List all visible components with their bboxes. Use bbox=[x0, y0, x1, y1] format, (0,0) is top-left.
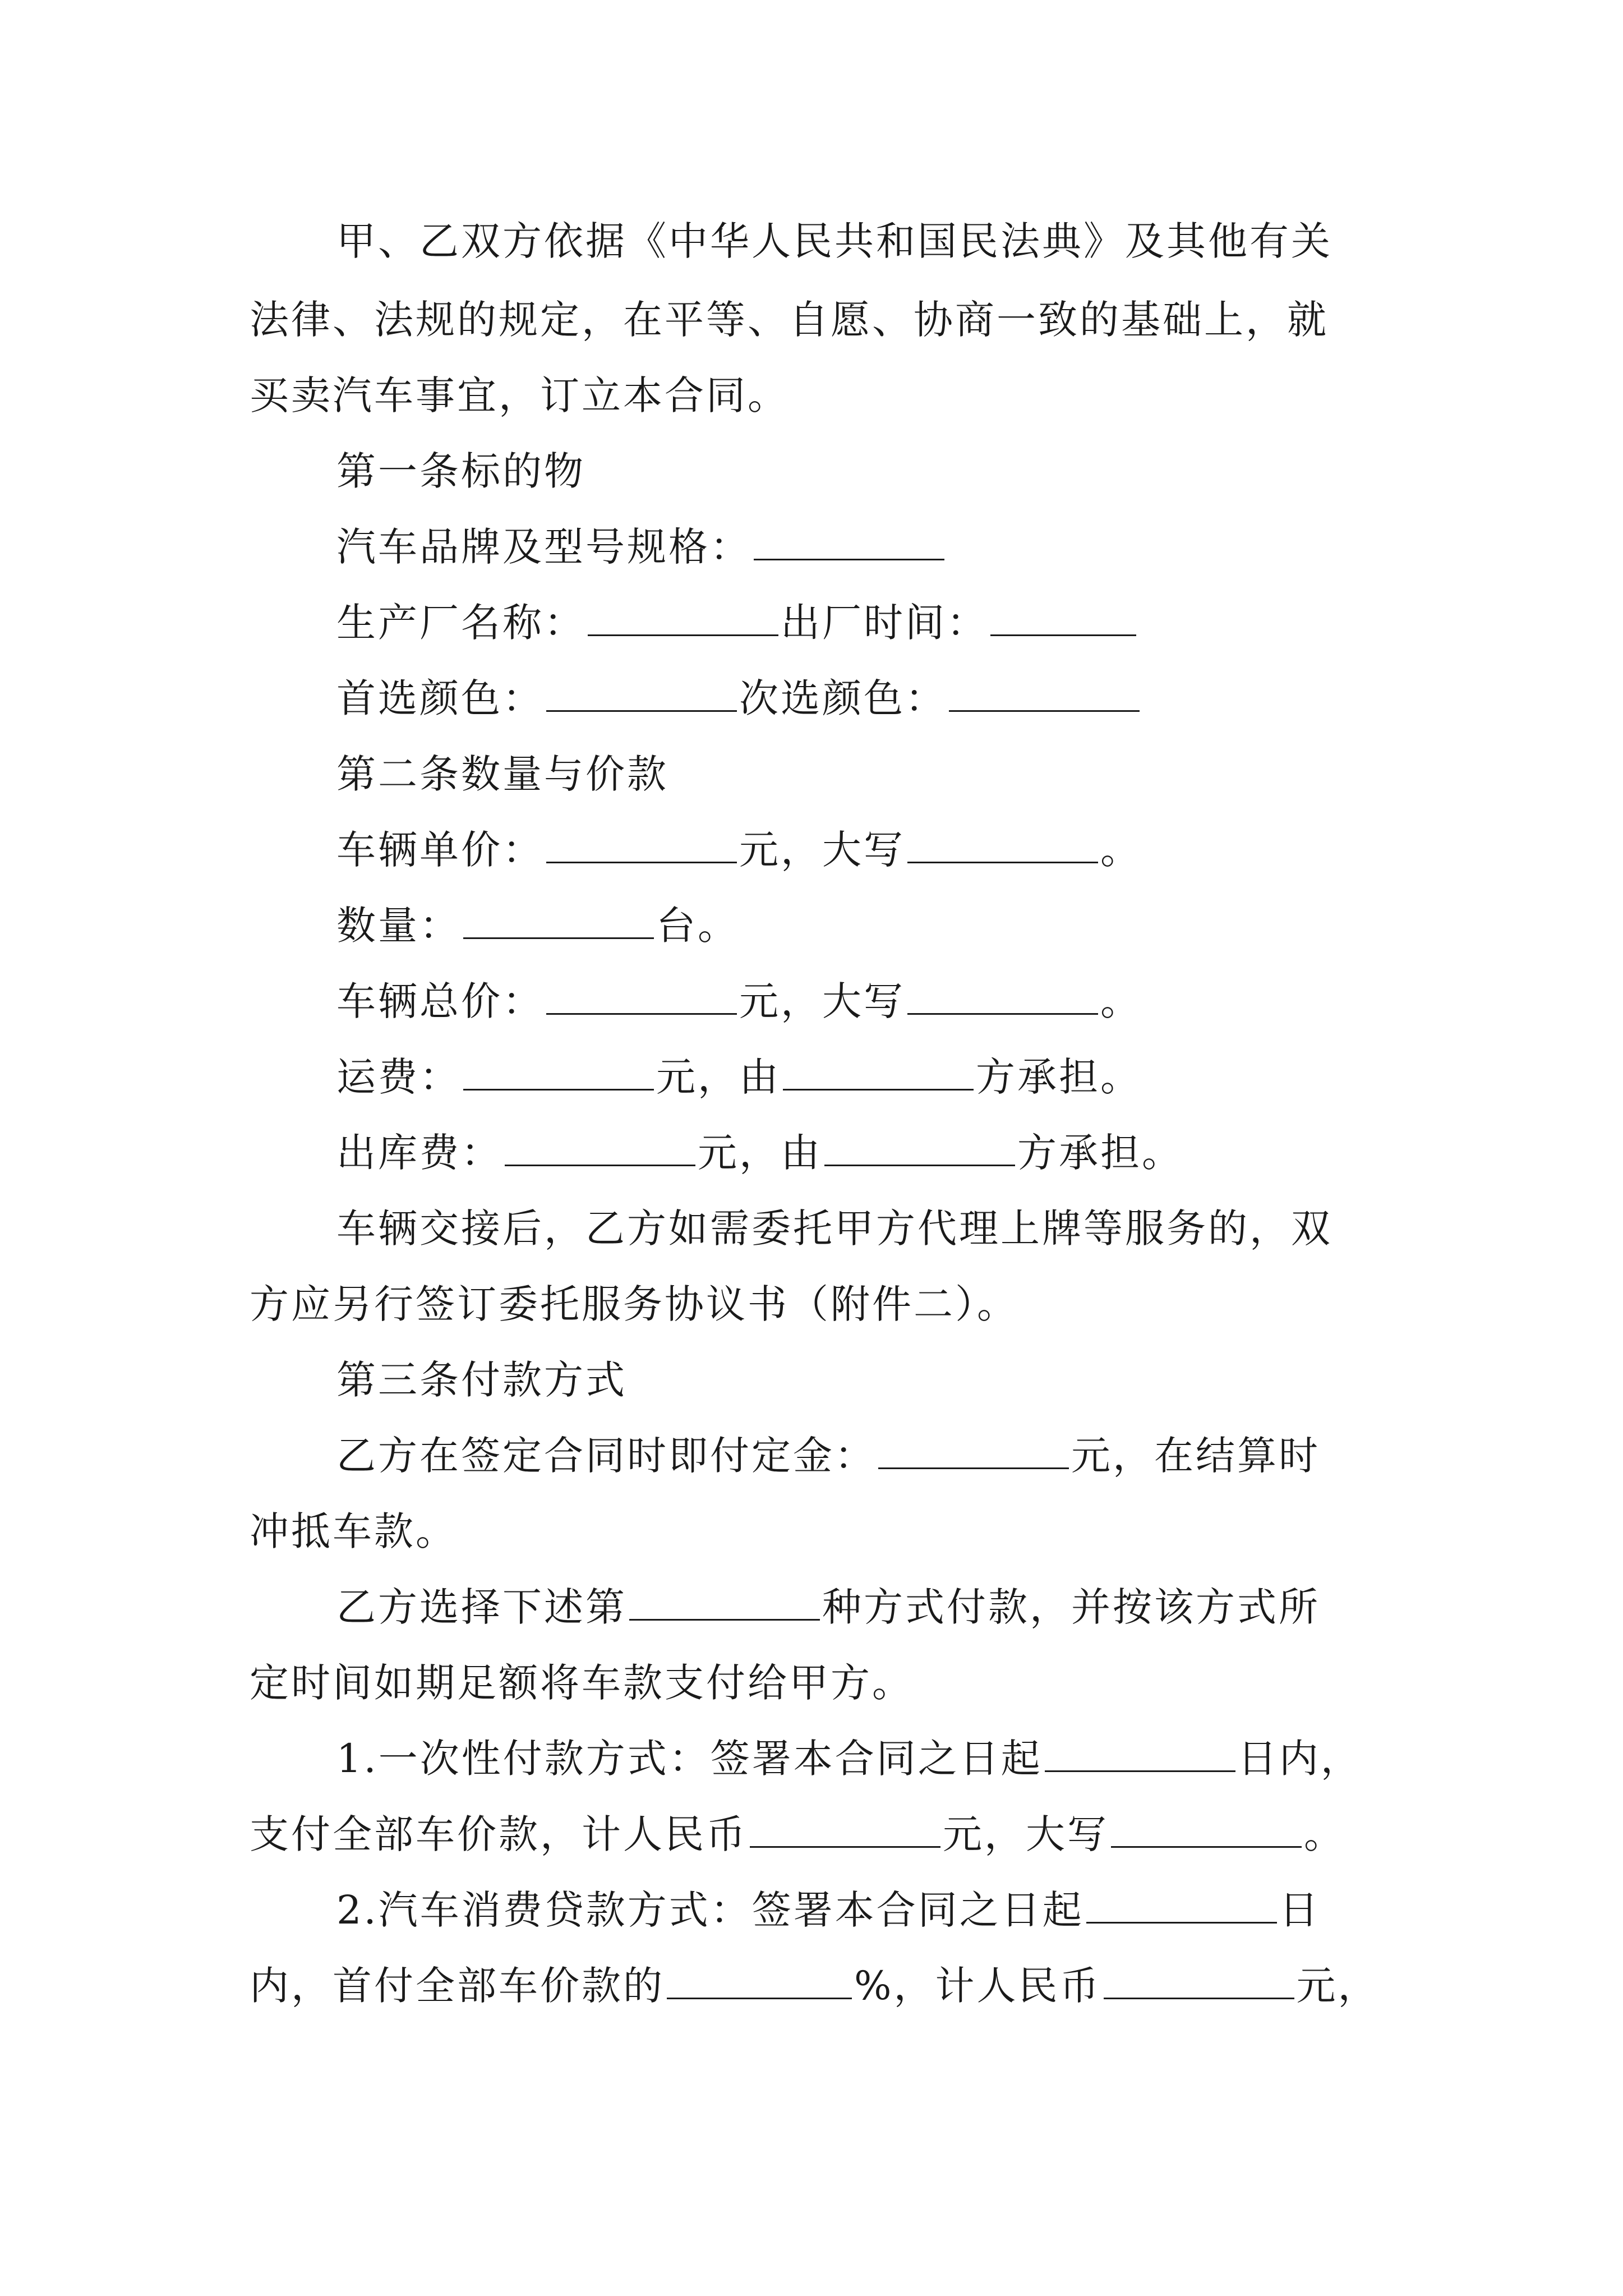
deposit-blank[interactable] bbox=[878, 1434, 1069, 1469]
deposit-line-1 bbox=[336, 1430, 1320, 1481]
option2-percent-blank[interactable] bbox=[667, 1964, 852, 1999]
option1-line-1 bbox=[336, 1733, 1362, 1784]
maker-line bbox=[336, 597, 1138, 648]
option1-text-a: 1.一次性付款方式：签署本合同之日起 bbox=[336, 1736, 1043, 1782]
handover-text-2: 方应另行签订委托服务协议书（附件二）。 bbox=[250, 1281, 1018, 1327]
option1-text-d: 元，大写 bbox=[943, 1811, 1109, 1857]
date-label: 出厂时间： bbox=[781, 600, 988, 646]
intro-text-3: 买卖汽车事宜，订立本合同。 bbox=[250, 372, 789, 418]
handover-text-1: 车辆交接后，乙方如需委托甲方代理上牌等服务的，双 bbox=[336, 1205, 1332, 1251]
maker-blank[interactable] bbox=[588, 601, 778, 636]
maker-label: 生产厂名称： bbox=[336, 600, 585, 646]
option1-amount-blank[interactable] bbox=[750, 1812, 940, 1848]
handover-line-1 bbox=[336, 1203, 1332, 1254]
color1-label: 首选颜色： bbox=[336, 675, 544, 721]
article2-heading bbox=[336, 749, 668, 799]
handover-line-2 bbox=[250, 1279, 1018, 1329]
unit-price-period: 。 bbox=[1100, 827, 1142, 873]
option2-text-e: 元， bbox=[1296, 1963, 1380, 2009]
article3-heading bbox=[336, 1355, 627, 1405]
option2-line-1 bbox=[336, 1885, 1321, 1935]
deposit-line-2 bbox=[250, 1506, 457, 1557]
freight-by: 元，由 bbox=[656, 1054, 781, 1100]
intro-line-1 bbox=[336, 216, 1332, 266]
unit-price-blank[interactable] bbox=[546, 828, 737, 863]
option2-text-a: 2.汽车消费贷款方式：签署本合同之日起 bbox=[336, 1887, 1084, 1933]
outbound-by: 元，由 bbox=[698, 1130, 822, 1176]
color2-label: 次选颜色： bbox=[739, 675, 947, 721]
total-label: 车辆总价： bbox=[336, 978, 544, 1024]
freight-blank[interactable] bbox=[463, 1055, 654, 1091]
article1-heading-text: 第一条标的物 bbox=[336, 448, 585, 494]
brand-line bbox=[336, 522, 947, 572]
brand-label: 汽车品牌及型号规格： bbox=[336, 524, 751, 570]
option1-daxie-blank[interactable] bbox=[1111, 1812, 1302, 1848]
date-blank[interactable] bbox=[990, 601, 1136, 636]
outbound-party-blank[interactable] bbox=[824, 1131, 1015, 1166]
method-number-blank[interactable] bbox=[629, 1585, 820, 1621]
choose-text-b: 种方式付款，并按该方式所 bbox=[822, 1584, 1320, 1630]
option1-days-blank[interactable] bbox=[1045, 1737, 1235, 1772]
outbound-line bbox=[336, 1128, 1183, 1178]
outbound-label: 出库费： bbox=[336, 1130, 502, 1176]
outbound-blank[interactable] bbox=[505, 1131, 695, 1166]
option2-amount-blank[interactable] bbox=[1104, 1964, 1294, 1999]
choose-line-2 bbox=[250, 1658, 914, 1708]
color-line bbox=[336, 673, 1142, 724]
color1-blank[interactable] bbox=[546, 677, 737, 712]
color2-blank[interactable] bbox=[949, 677, 1140, 712]
total-line bbox=[336, 976, 1142, 1027]
total-blank[interactable] bbox=[546, 979, 737, 1015]
freight-line bbox=[336, 1052, 1142, 1102]
outbound-bear: 方承担。 bbox=[1017, 1130, 1183, 1176]
unit-price-label: 车辆单价： bbox=[336, 827, 544, 873]
freight-bear: 方承担。 bbox=[976, 1054, 1142, 1100]
deposit-text-c: 冲抵车款。 bbox=[250, 1508, 457, 1554]
option1-text-c: 支付全部车价款，计人民币 bbox=[250, 1811, 748, 1857]
option1-text-b: 日内， bbox=[1237, 1736, 1362, 1782]
total-daxie: 元，大写 bbox=[739, 978, 905, 1024]
option2-days-blank[interactable] bbox=[1086, 1888, 1277, 1924]
option2-text-c: 内，首付全部车价款的 bbox=[250, 1963, 665, 2009]
article2-heading-text: 第二条数量与价款 bbox=[336, 751, 668, 797]
option2-text-d: %，计人民币 bbox=[854, 1963, 1101, 2009]
choose-text-a: 乙方选择下述第 bbox=[336, 1584, 627, 1630]
freight-label: 运费： bbox=[336, 1054, 461, 1100]
choose-text-c: 定时间如期足额将车款支付给甲方。 bbox=[250, 1660, 914, 1706]
quantity-line bbox=[336, 900, 739, 951]
total-daxie-blank[interactable] bbox=[907, 979, 1098, 1015]
quantity-label: 数量： bbox=[336, 903, 461, 949]
unit-price-daxie-blank[interactable] bbox=[907, 828, 1098, 863]
option1-line-2 bbox=[250, 1809, 1345, 1860]
quantity-blank[interactable] bbox=[463, 904, 654, 939]
unit-price-line bbox=[336, 825, 1142, 875]
deposit-text-a: 乙方在签定合同时即付定金： bbox=[336, 1433, 876, 1479]
brand-blank[interactable] bbox=[754, 525, 944, 560]
option2-text-b: 日 bbox=[1279, 1887, 1321, 1933]
freight-party-blank[interactable] bbox=[783, 1055, 974, 1091]
intro-text-2: 法律、法规的规定，在平等、自愿、协商一致的基础上，就 bbox=[250, 297, 1329, 343]
option1-text-e: 。 bbox=[1304, 1811, 1345, 1857]
deposit-text-b: 元，在结算时 bbox=[1071, 1433, 1320, 1479]
intro-text-1: 甲、乙双方依据《中华人民共和国民法典》及其他有关 bbox=[336, 218, 1332, 264]
quantity-unit: 台。 bbox=[656, 903, 739, 949]
intro-line-2 bbox=[250, 295, 1329, 345]
intro-line-3 bbox=[250, 370, 789, 421]
total-period: 。 bbox=[1100, 978, 1142, 1024]
article1-heading bbox=[336, 446, 585, 496]
option2-line-2 bbox=[250, 1961, 1380, 2011]
choose-line-1 bbox=[336, 1582, 1320, 1632]
unit-price-daxie: 元，大写 bbox=[739, 827, 905, 873]
article3-heading-text: 第三条付款方式 bbox=[336, 1357, 627, 1403]
